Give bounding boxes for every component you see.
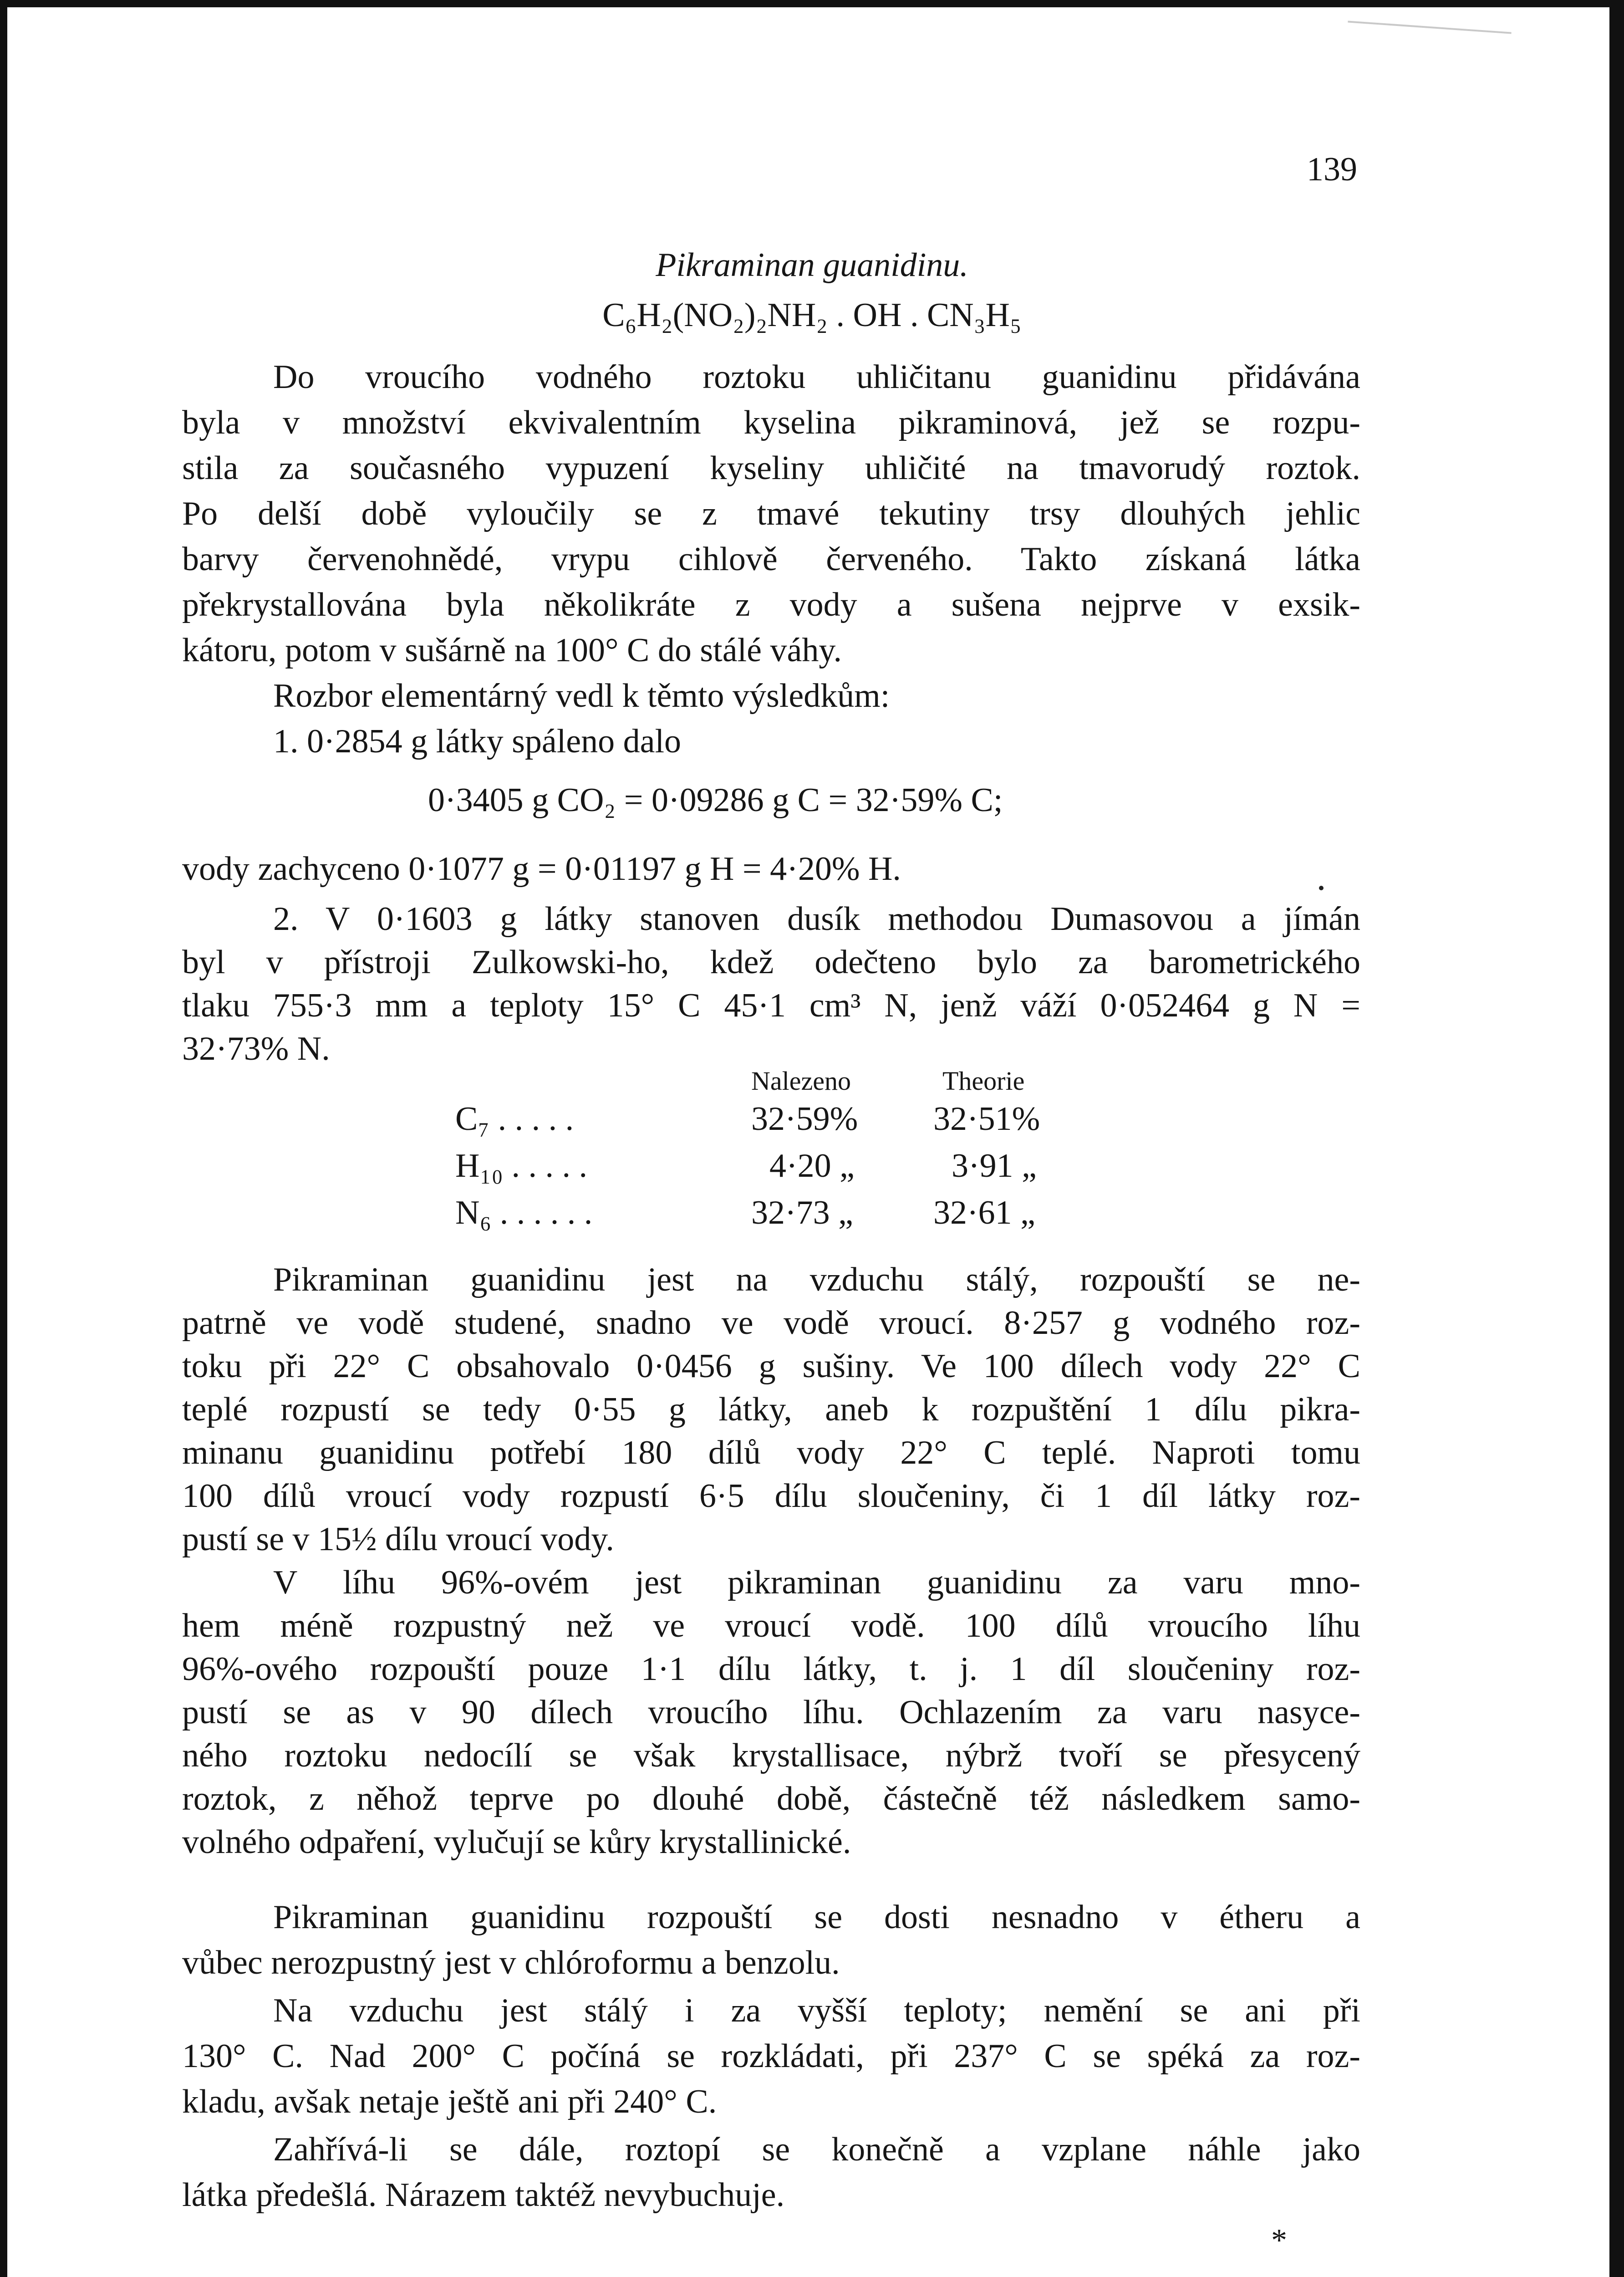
text-line: Po delší době vyloučily se z tmavé tekutiny trsy dlouhých jehlic [182,495,1360,532]
text-line: stila za současného vypuzení kyseliny uhličité na tmavorudý roztok. [182,449,1360,487]
text-line: Pikraminan guanidinu jest na vzduchu stálý, rozpouští se ne- [273,1261,1360,1298]
scan-smudge [1348,20,1511,34]
text-line: kladu, avšak netaje ještě ani při 240° C. [182,2083,717,2120]
text-line: teplé rozpustí se tedy 0·55 g látky, aneb k rozpuštění 1 dílu pikra- [182,1391,1360,1428]
text-line: minanu guanidinu potřebí 180 dílů vody 22° C teplé. Naproti tomu [182,1434,1360,1471]
text-line: překrystallována byla několikráte z vody a sušena nejprve v exsik- [182,586,1360,623]
text-line: roztok, z něhož teprve po dlouhé době, částečně též následkem samo- [182,1780,1360,1818]
table-header-theory: Theorie [942,1066,1025,1096]
table-found: 4·20 „ [769,1147,855,1184]
table-found: 32·59% [751,1100,858,1138]
text-line: 1. 0·2854 g látky spáleno dalo [273,723,682,760]
table-theory: 3·91 „ [952,1147,1037,1184]
scan-edge-top [0,0,1624,7]
text-line: 32·73% N. [182,1030,330,1067]
text-line: Pikraminan guanidinu rozpouští se dosti nesnadno v étheru a [273,1899,1360,1936]
section-title: Pikraminan guanidinu. [656,246,968,284]
text-line: byla v množství ekvivalentním kyselina pikraminová, jež se rozpu- [182,404,1360,441]
table-theory: 32·61 „ [933,1194,1035,1231]
scan-edge-right [1609,0,1624,2277]
chemical-formula: C₆H₂(NO₂)₂NH₂ . OH . CN₃H₅ [602,296,1022,334]
text-line: Zahřívá-li se dále, roztopí se konečně a vzplane náhle jako [273,2131,1360,2168]
table-element: H₁₀ . . . . . [455,1147,588,1184]
table-element: N₆ . . . . . . [455,1194,593,1231]
text-line: vody zachyceno 0·1077 g = 0·01197 g H = 4·20% H. [182,850,901,888]
equation-carbon: 0·3405 g CO₂ = 0·09286 g C = 32·59% C; [428,781,1003,819]
table-element: C₇ . . . . . [455,1100,574,1138]
text-line: V líhu 96%-ovém jest pikraminan guanidinu za varu mno- [273,1564,1360,1601]
text-line: byl v přístroji Zulkowski-ho, kdež odečteno bylo za barometrického [182,944,1360,981]
text-line: hem méně rozpustný než ve vroucí vodě. 100 dílů vroucího líhu [182,1607,1360,1644]
table-header-found: Nalezeno [751,1066,851,1096]
ink-dot [1319,886,1324,890]
text-line: látka předešlá. Nárazem taktéž nevybuchuje. [182,2176,785,2214]
text-line: vůbec nerozpustný jest v chlóroformu a benzolu. [182,1944,840,1981]
text-line: tlaku 755·3 mm a teploty 15° C 45·1 cm³ N, jenž váží 0·052464 g N = [182,987,1360,1024]
text-line: Do vroucího vodného roztoku uhličitanu guanidinu přidávána [273,358,1360,396]
text-line: Rozbor elementárný vedl k těmto výsledkům: [273,677,890,715]
text-line: volného odpaření, vylučují se kůry krystallinické. [182,1823,851,1861]
text-line: pustí se v 15½ dílu vroucí vody. [182,1521,614,1558]
table-found: 32·73 „ [751,1194,853,1231]
page-number: 139 [1307,151,1357,188]
text-line: 2. V 0·1603 g látky stanoven dusík methodou Dumasovou a jímán [273,900,1360,938]
text-line: patrně ve vodě studené, snadno ve vodě vroucí. 8·257 g vodného roz- [182,1304,1360,1342]
text-line: 130° C. Nad 200° C počíná se rozkládati, při 237° C se spéká za roz- [182,2037,1360,2075]
text-line: 100 dílů vroucí vody rozpustí 6·5 dílu sloučeniny, či 1 díl látky roz- [182,1477,1360,1515]
text-line: barvy červenohnědé, vrypu cihlově červeného. Takto získaná látka [182,541,1360,578]
scan-edge-left [0,0,7,2277]
text-line: Na vzduchu jest stálý i za vyšší teploty; nemění se ani při [273,1992,1360,2029]
text-line: ného roztoku nedocílí se však krystallisace, nýbrž tvoří se přesycený [182,1737,1360,1774]
text-line: kátoru, potom v sušárně na 100° C do stálé váhy. [182,632,842,669]
text-line: 96%-ového rozpouští pouze 1·1 dílu látky, t. j. 1 díl sloučeniny roz- [182,1650,1360,1688]
text-line: pustí se as v 90 dílech vroucího líhu. Ochlazením za varu nasyce- [182,1694,1360,1731]
table-theory: 32·51% [933,1100,1040,1138]
text-line: toku při 22° C obsahovalo 0·0456 g sušiny. Ve 100 dílech vody 22° C [182,1348,1360,1385]
footer-asterisk: * [1271,2223,1287,2258]
